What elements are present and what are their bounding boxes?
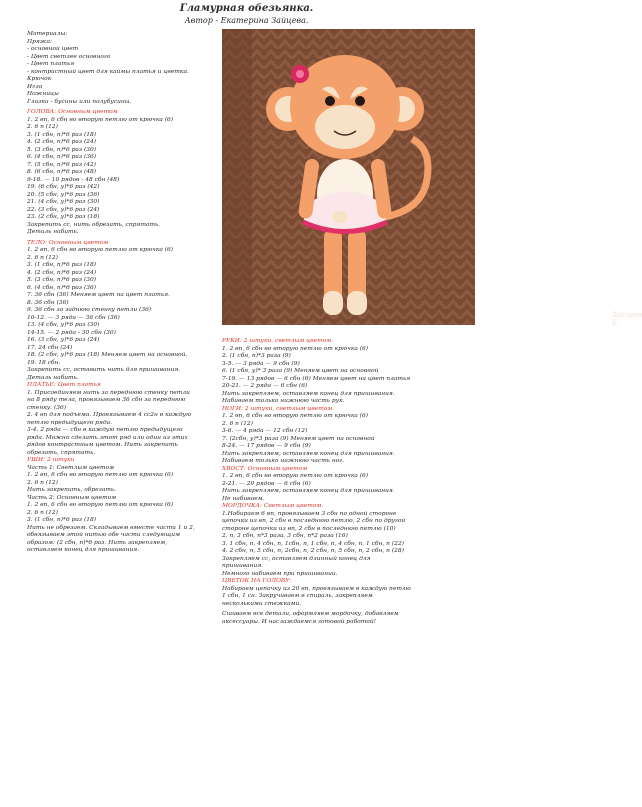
right-instructions-column — [222, 338, 487, 626]
instruction-line: пришивания. — [222, 563, 264, 569]
section-heading: НОГИ: 2 штуки, светлым цветом. — [222, 405, 335, 412]
instruction-line: 3. (1 сбн, п)*6 раз (18) — [27, 131, 97, 138]
instruction-line: 3. (1 сбн, п)*6 раз (18) — [27, 517, 97, 523]
instruction-line: 9. 36 сбн за заднюю стенку петли (36) — [27, 307, 152, 313]
instruction-line: ряда. Можно сделать этот ряд или один из этих — [27, 434, 188, 441]
instruction-line: 4. (2 сбн, п)*6 раз (24) — [27, 269, 97, 276]
instruction-line: 20. (5 сбн, у)*6 раз (36) — [27, 191, 100, 198]
instruction-line: 19. (6 сбн, у)*6 раз (42) — [27, 184, 100, 190]
instruction-line: 16. (3 сбн, у)*6 раз (24) — [27, 337, 100, 343]
instruction-line: 3. 1 сбн, п, 4 сбн, п, 1сбн, п, 1 сбн, п, 4 сбн, п, 1 сбн, п (22) — [222, 540, 404, 547]
instruction-line: на 8 ряду тела, провязываем 36 сбн за переднюю — [27, 397, 186, 403]
instruction-line: 6. (4 сбн, п)*6 раз (36) — [27, 154, 97, 160]
instruction-line: 2. 6 п (12) — [27, 479, 58, 486]
instruction-line: 1. 2 вп, 6 сбн во вторую петлю от крючка (6) — [27, 472, 174, 478]
left-instructions-column — [27, 31, 222, 555]
instruction-line: 1 сбн, 1 сн. Закручиваем в спираль, закрепляем — [222, 593, 373, 599]
instruction-line: 1. 2 вп, 6 сбн во вторую петлю от крючка (6) — [27, 116, 174, 123]
instruction-line: Закрепить сс, нить обрезать, спрятать. — [27, 221, 161, 228]
instruction-line: Набиваем только нижнюю часть рук. — [222, 398, 345, 404]
instruction-line: 19. 18 сбн. — [27, 359, 61, 366]
instruction-line: Деталь набить. — [27, 374, 79, 381]
instruction-line: 2. (1 сбн, п)*3 раза (9) — [222, 353, 291, 359]
instruction-line: Нить закрепляем, оставляем конец для пришивания. — [222, 390, 395, 397]
instruction-line: обвязываем этой нитью обе части следующим — [27, 532, 180, 538]
instruction-line: 2. п, 3 сбн, п*3 раза, 3 сбн, п*2 раза (16) — [222, 533, 348, 539]
instruction-line: стенку. (36) — [27, 404, 67, 411]
instruction-line: Пряжа: — [27, 38, 53, 45]
instruction-line: Деталь набить. — [27, 229, 79, 235]
instruction-line: Немного набиваем при пришивании. — [222, 570, 338, 577]
instruction-line: Игла — [27, 83, 43, 90]
instruction-line: 8-24. — 17 рядов — 9 сбн (9) — [222, 443, 311, 449]
instruction-line: 1. 2 вп, 6 сбн во вторую петлю от крючка (6) — [222, 345, 369, 352]
instruction-line: 2. 6 п (12) — [27, 124, 58, 130]
instruction-line: 4. 2 сбн, п, 5 сбн, п, 2сбн, п, 2 сбн, п, 5 сбн, п, 2 сбн, п (28) — [222, 548, 404, 554]
instruction-line: 1. 2 вп, 6 сбн во вторую петлю от крючка (6) — [27, 502, 174, 508]
instruction-line: 20-21. — 2 ряда — 6 сбн (6) — [222, 383, 308, 389]
section-heading: ЦВЕТОК НА ГОЛОВУ: — [222, 578, 292, 584]
instruction-line: 23. (2 сбн, у)*6 раз (18) — [27, 214, 100, 220]
instruction-line: Не набиваем. — [222, 495, 265, 502]
instruction-line: Глазки - бусины или полубусины. — [27, 98, 132, 105]
instruction-line: 7. (2сбн, у)*3 раза (9) Меняем цвет на основной — [222, 435, 375, 442]
instruction-line: 3-6. — 4 ряда — 12 сбн (12) — [222, 428, 308, 434]
instruction-line: 1.Набираем 6 вп, провязываем 3 сбн по одной стороне — [222, 510, 397, 517]
instruction-line: 8. 36 сбн (36) — [27, 299, 69, 306]
instruction-line: несколькими стежками. — [222, 600, 302, 607]
instruction-line: 9-18. — 10 рядов - 48 сбн (48) — [27, 176, 120, 183]
instruction-line: Ножницы — [27, 91, 59, 97]
instruction-line: образом: (2 сбн, п)*6 раз. Нить закрепляем, — [27, 539, 168, 546]
instruction-line: 2-21. — 20 рядов — 6 сбн (6) — [222, 480, 311, 487]
instruction-line: цепочки из вп, 2 сбн в последнюю петлю, 2 сбн по другой — [222, 518, 406, 524]
instruction-line: 1. 2 вп, 6 сбн во вторую петлю от крючка (6) — [27, 247, 174, 253]
instruction-line: 2. 6 п (12) — [27, 509, 58, 516]
instruction-line: - Цвет светлее основного — [27, 53, 111, 60]
instruction-line: 3. (1 сбн, п)*6 раз (18) — [27, 262, 97, 268]
monkey-toy-photo — [222, 29, 642, 327]
instruction-line: 10-12. — 3 ряда — 36 сбн (36) — [27, 314, 120, 321]
instruction-line: Сшиваем все детали, оформляем мордочку, добавляем — [222, 611, 399, 617]
instruction-line: Нить закрепить, обрезать. — [27, 487, 117, 493]
instruction-line: Часть 2: Основным цветом — [27, 494, 117, 501]
instruction-line: 6. (1 сбн, у)* 3 раза (9) Меняем цвет на основной — [222, 368, 379, 374]
instruction-line: 14-15. — 2 ряда - 30 сбн (30) — [27, 329, 116, 336]
instruction-line: Нить не обрезаем. Складываем вместе части 1 и 2, — [27, 524, 195, 531]
instruction-line: 21. (4 сбн, у)*6 раз (30) — [27, 199, 100, 205]
instruction-line: 2. 6 п (12) — [222, 420, 253, 427]
pattern-author: Автор - Екатерина Зайцева. — [184, 16, 309, 25]
instruction-line: Материалы: — [27, 31, 68, 37]
instruction-line: 1. 2 вп, 6 сбн во вторую петлю от крючка (6) — [222, 413, 369, 419]
instruction-line: Нить закрепляем, оставляем конец для пришивания. — [222, 488, 395, 494]
instruction-line: 5. (3 сбн, п)*6 раз (30) — [27, 146, 97, 153]
pattern-title: Гламурная обезьянка. — [179, 3, 314, 14]
section-heading: ГОЛОВА: Основным цветом — [27, 109, 118, 115]
instruction-line: 5. (3 сбн, п)*6 раз (30) — [27, 277, 97, 283]
instruction-line: 8. (6 сбн, п)*6 раз (48) — [27, 169, 97, 175]
instruction-line: 7. 36 сбн (36) Меняем цвет на цвет платья. — [27, 292, 170, 298]
section-heading: МОРДОЧКА: Светлым цветом. — [222, 503, 324, 509]
instruction-line: 7. (5 сбн, п)*6 раз (42) — [27, 161, 97, 168]
section-heading: РУКИ: 2 штуки, светлым цветом. — [222, 338, 334, 344]
instruction-line: Крючок — [27, 76, 52, 82]
instruction-line: петлю предыдущего ряда. — [27, 419, 112, 426]
instruction-line: - основной цвет — [27, 46, 79, 52]
instruction-line: 2. 4 вп для подъема. Провязываем 4 сс2н в каждую — [27, 412, 192, 418]
instruction-line: Часть 1: Светлым цветом — [27, 464, 114, 471]
instruction-line: 1. Присоединяем нить за переднюю стенку петли — [27, 389, 190, 396]
instruction-line: Нить закрепляем, оставляем конец для пришивания. — [222, 450, 395, 457]
instruction-line: 17. 24 сбн (24) — [27, 344, 73, 351]
instruction-line: 6. (4 сбн, п)*6 раз (36) — [27, 284, 97, 291]
instruction-line: Набиваем только нижнюю часть ног. — [222, 458, 345, 464]
section-heading: ТЕЛО: Основным цветом — [27, 239, 109, 246]
instruction-line: 2. 6 п (12) — [27, 254, 58, 261]
instruction-line: рядов контрастным цветом. Нить закрепить — [27, 442, 178, 448]
section-heading: УШИ: 2 штуки — [27, 457, 75, 463]
instruction-line: Набираем цепочку из 20 вп, провязываем в каждую петлю — [222, 585, 411, 592]
instruction-line: оставляем конец для пришивания. — [27, 547, 140, 553]
instruction-line: Закрепить сс, оставить нить для пришивания. — [27, 367, 181, 373]
instruction-line: 3-5. — 3 ряда — 9 сбн (9) — [222, 360, 300, 367]
section-heading: ХВОСТ: Основным цветом — [222, 465, 308, 472]
section-heading: ПЛАТЬЕ: Цвет платья — [27, 382, 101, 388]
instruction-line: 7-19. — 13 рядов — 6 сбн (6) Меняем цвет на цвет платья — [222, 375, 411, 382]
instruction-line: 1. 2 вп, 6 сбн во вторую петлю от крючка (6) — [222, 473, 369, 479]
instruction-line: 18. (2 сбн, у)*6 раз (18) Меняем цвет на основной. — [27, 352, 188, 358]
instruction-line: 22. (3 сбн, у)*6 раз (24) — [27, 206, 100, 213]
instruction-line: 4. (2 сбн, п)*6 раз (24) — [27, 139, 97, 145]
photo-watermark: Зайцева Е. — [612, 311, 642, 327]
instruction-line: Закрепляем сс, оставляем длинный конец для — [222, 555, 371, 562]
instruction-line: - Цвет платья — [27, 61, 75, 67]
instruction-line: аксессуары. И наслаждаемся готовой работой! — [222, 618, 377, 625]
instruction-line: 13. (4 сбн, у)*6 раз (30) — [27, 322, 100, 328]
instruction-line: - контрастный цвет для каймы платья и цветка. — [27, 68, 189, 75]
instruction-line: стороне цепочки из вп, 2 сбн в последнюю петлю (10) — [222, 525, 396, 532]
instruction-line: 3-4. 2 ряда — сбн в каждую петлю предыдущего — [27, 427, 183, 433]
monkey-illustration — [222, 29, 475, 325]
instruction-line: обрезать, спрятать. — [27, 449, 96, 456]
